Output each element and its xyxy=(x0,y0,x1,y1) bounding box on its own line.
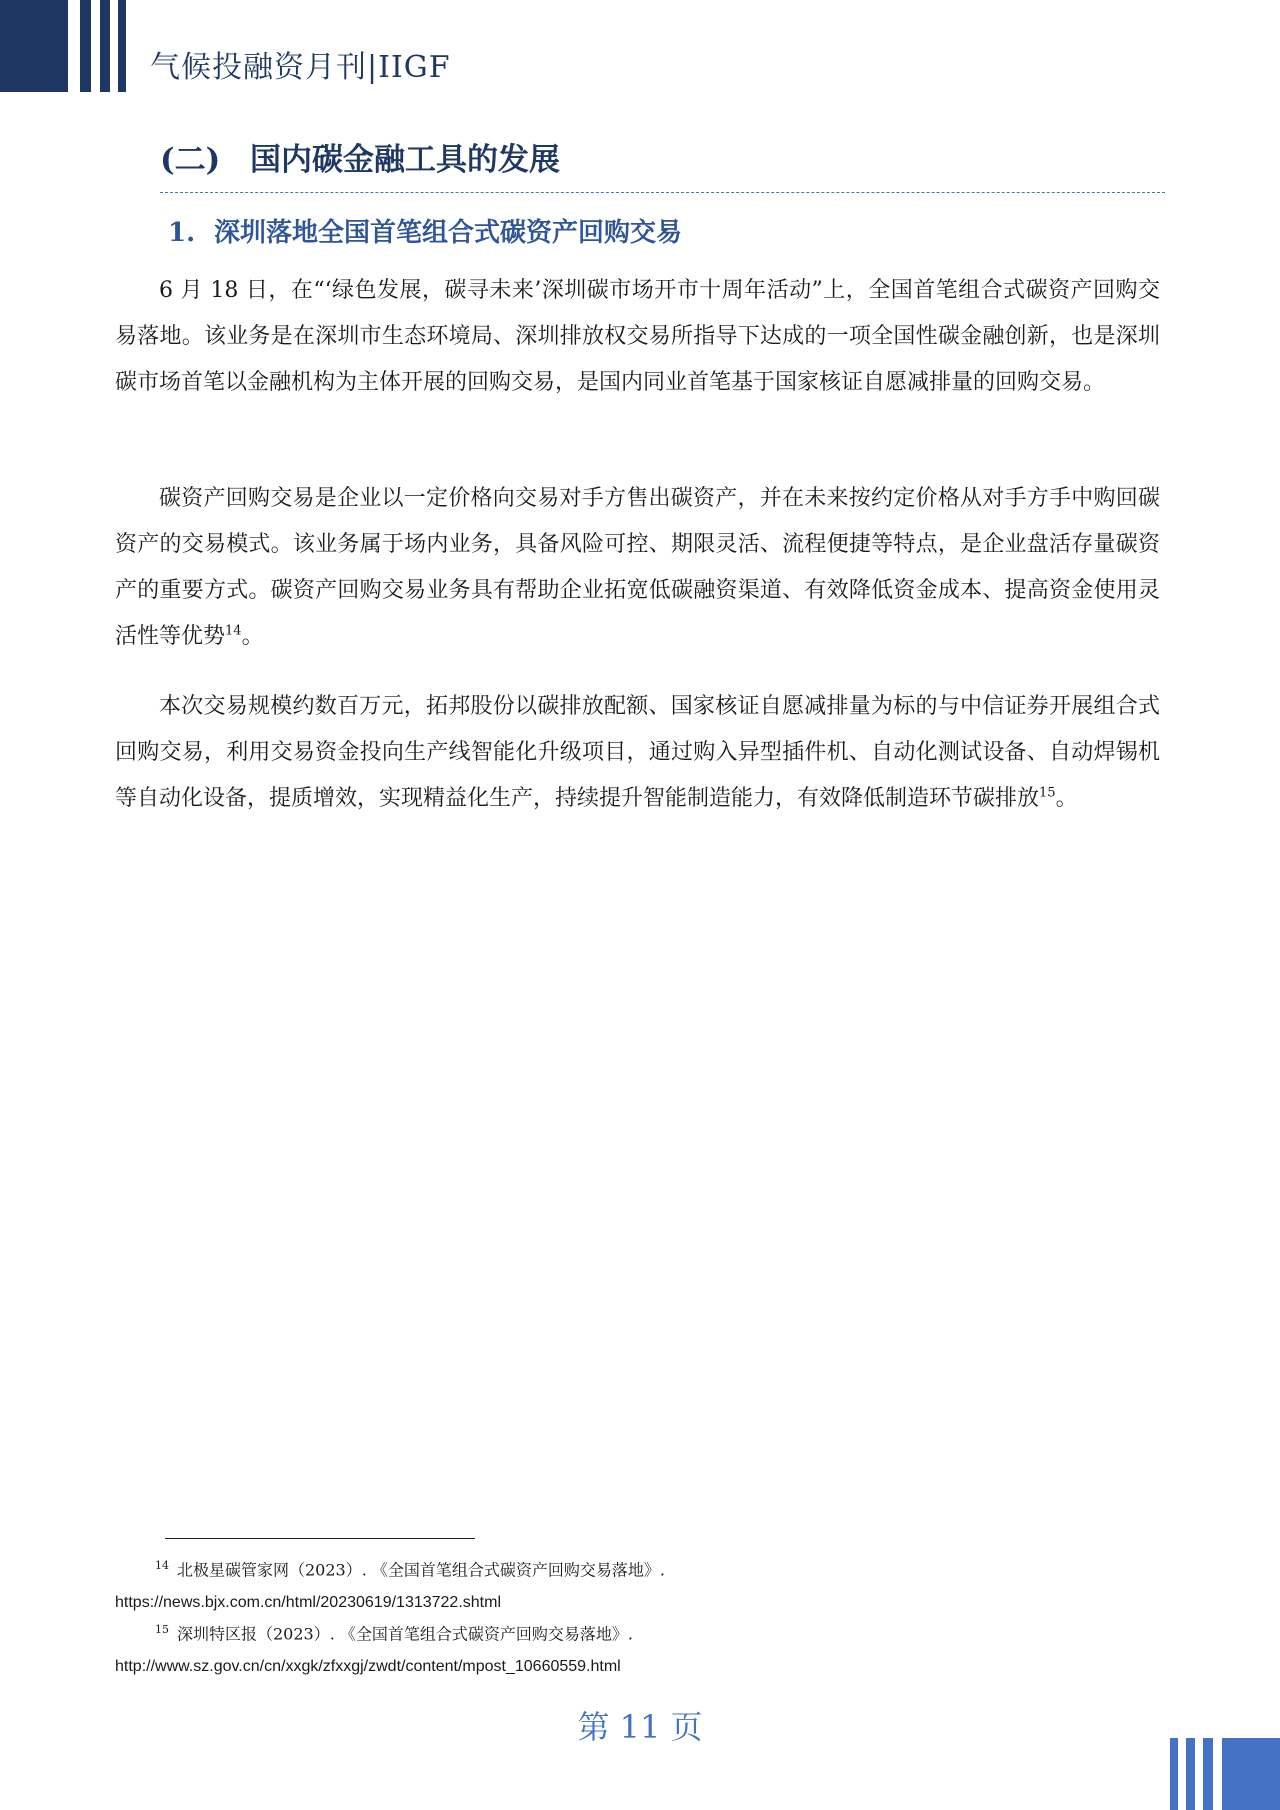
footnote-ref-14[interactable]: 14 xyxy=(225,623,242,639)
footnote-14-link[interactable]: https://news.bjx.com.cn/html/20230619/1313722.shtml xyxy=(115,1594,501,1612)
section-heading xyxy=(160,134,560,179)
footnote-15-mark: 15 xyxy=(155,1623,169,1636)
footnote-14-text: 北极星碳管家网（2023）. 《全国首笔组合式碳资产回购交易落地》. xyxy=(177,1560,665,1580)
paragraph-2-end: 。 xyxy=(241,624,264,649)
footnote-14 xyxy=(115,1550,1165,1619)
subsection-title-text: 深圳落地全国首笔组合式碳资产回购交易 xyxy=(214,218,683,248)
paragraph-1: 6 月 18 日，在“‘绿色发展，碳寻未来’深圳碳市场开市十周年活动”上，全国首笔组合式碳资产回购交易落地。该业务是在深圳市生态环境局、深圳排放权交易所指导下达成的一项全国性碳金融创新，也是深圳碳市场首笔以金融机构为主体开展的回购交易，是国内同业首笔基于国家核证自愿减排量的回购交易。 xyxy=(115,278,1160,395)
paragraph-2-text: 碳资产回购交易是企业以一定价格向交易对手方售出碳资产，并在未来按约定价格从对手方手中购回碳资产的交易模式。该业务属于场内业务，具备风险可控、期限灵活、流程便捷等特点，是企业盘活存量碳资产的重要方式。碳资产回购交易业务具有帮助企业拓宽低碳融资渠道、有效降低资金成本、提高资金使用灵活性等优势 xyxy=(115,486,1160,649)
section-divider xyxy=(160,192,1165,193)
subsection-number: 1. xyxy=(168,218,196,248)
footnote-separator xyxy=(165,1538,475,1539)
footnote-15-text: 深圳特区报（2023）. 《全国首笔组合式碳资产回购交易落地》. xyxy=(177,1624,633,1644)
paragraph-3 xyxy=(115,684,1160,822)
footnote-15-link[interactable]: http://www.sz.gov.cn/cn/xxgk/zfxxgj/zwdt/content/mpost_10660559.html xyxy=(115,1658,621,1676)
publication-title: 气候投融资月刊|IIGF xyxy=(150,50,451,85)
footnote-ref-15[interactable]: 15 xyxy=(1039,785,1056,801)
footnote-15 xyxy=(115,1614,1165,1683)
footer-bars-decoration xyxy=(1170,1738,1280,1810)
paragraph-2 xyxy=(115,476,1160,660)
section-title-text: 国内碳金融工具的发展 xyxy=(250,142,560,178)
section-number: (二) xyxy=(160,142,221,178)
page-number: 第 11 页 xyxy=(577,1708,703,1746)
paragraph-3-text: 本次交易规模约数百万元，拓邦股份以碳排放配额、国家核证自愿减排量为标的与中信证券开展组合式回购交易，利用交易资金投向生产线智能化升级项目，通过购入异型插件机、自动化测试设备、自动焊锡机等自动化设备，提质增效，实现精益化生产，持续提升智能制造能力，有效降低制造环节碳排放 xyxy=(115,694,1160,811)
paragraph-3-end: 。 xyxy=(1055,786,1078,811)
subsection-heading xyxy=(168,212,682,249)
footnote-14-mark: 14 xyxy=(155,1559,169,1572)
